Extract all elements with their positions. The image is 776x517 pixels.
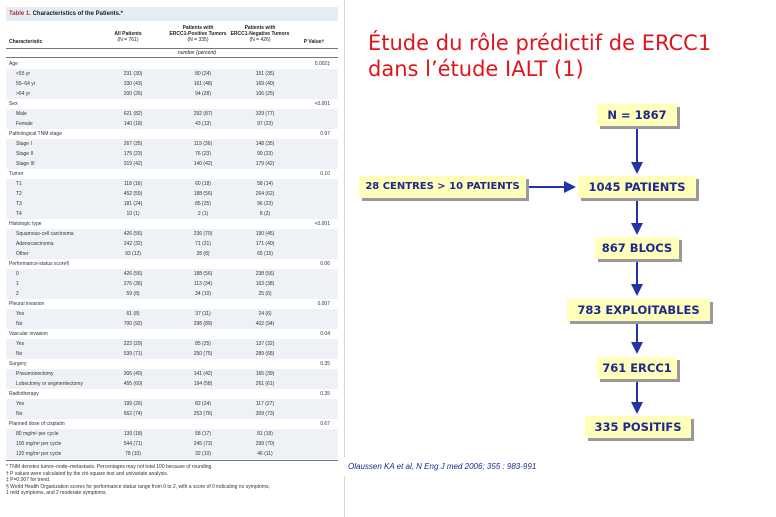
- cell-ercc1-negative: 65 (15): [257, 251, 273, 257]
- slide-title-line2: dans l’étude IALT (1): [368, 57, 584, 81]
- cell-ercc1-negative: 151 (35): [255, 71, 275, 77]
- cell-ercc1-positive: 113 (34): [193, 281, 213, 287]
- cell-ercc1-negative: 190 (45): [255, 231, 275, 237]
- cell-all-patients: 426 (56): [123, 231, 143, 237]
- cell-all-patients: 562 (74): [123, 411, 143, 417]
- citation: Olaussen KA et al, N Eng J med 2006; 355 : 983-991: [343, 458, 583, 476]
- row-label: No: [16, 321, 23, 327]
- cell-ercc1-positive: 188 (56): [193, 191, 213, 197]
- cell-ercc1-negative: 46 (11): [257, 451, 273, 457]
- cell-ercc1-positive: 292 (87): [193, 111, 213, 117]
- header-unit: number (percent): [177, 50, 217, 56]
- cell-all-patients: 199 (26): [123, 401, 143, 407]
- cell-ercc1-negative: 99 (23): [257, 151, 273, 157]
- box-centres: 28 CENTRES > 10 PATIENTS: [359, 176, 526, 198]
- cell-ercc1-negative: 25 (6): [258, 291, 272, 297]
- cell-all-patients: 139 (18): [123, 431, 143, 437]
- cell-ercc1-positive: 245 (73): [193, 441, 213, 447]
- cell-ercc1-negative: 106 (25): [255, 91, 275, 97]
- cell-ercc1-positive: 71 (21): [195, 241, 211, 247]
- header-all-patients: All Patients (N = 761): [114, 31, 142, 43]
- row-label: Histologic type: [9, 221, 42, 227]
- row-label: >64 yr: [16, 91, 31, 97]
- box-blocs: 867 BLOCS: [595, 237, 679, 259]
- cell-all-patients: 140 (18): [123, 121, 143, 127]
- cell-p-value: 0.10: [320, 171, 330, 177]
- cell-p-value: 0.35: [320, 361, 330, 367]
- row-label: Vascular invasion: [9, 331, 48, 337]
- cell-ercc1-positive: 194 (58): [193, 381, 213, 387]
- footnote: * TNM denotes tumor–node–metastasis. Percentages may not total 100 because of rounding.: [6, 464, 213, 470]
- cell-all-patients: 319 (42): [123, 161, 143, 167]
- box-n-1867: N = 1867: [597, 104, 677, 126]
- cell-ercc1-positive: 85 (25): [195, 201, 211, 207]
- cell-all-patients: 222 (29): [123, 341, 143, 347]
- cell-p-value: 0.67: [320, 421, 330, 427]
- row-label: Other: [16, 251, 29, 257]
- row-label: Male: [16, 111, 27, 117]
- cell-all-patients: 426 (56): [123, 271, 143, 277]
- row-label: Radiotherapy: [9, 391, 39, 397]
- cell-all-patients: 200 (26): [123, 91, 143, 97]
- row-label: No: [16, 411, 23, 417]
- cell-all-patients: 544 (71): [123, 441, 143, 447]
- box-patients: 1045 PATIENTS: [578, 176, 696, 198]
- cell-ercc1-negative: 299 (70): [255, 441, 275, 447]
- cell-ercc1-negative: 24 (6): [258, 311, 272, 317]
- cell-all-patients: 61 (8): [126, 311, 140, 317]
- cell-all-patients: 118 (16): [123, 181, 143, 187]
- header-p-value: P Value†: [303, 39, 325, 45]
- cell-all-patients: 10 (1): [126, 211, 140, 217]
- footnote: 1 mild symptoms, and 2 moderate symptoms.: [6, 490, 107, 496]
- cell-ercc1-positive: 82 (24): [195, 401, 211, 407]
- cell-ercc1-positive: 119 (36): [193, 141, 213, 147]
- row-label: Tumor: [9, 171, 24, 177]
- cell-ercc1-positive: 298 (89): [193, 321, 213, 327]
- row-label: Pleural invasion: [9, 301, 45, 307]
- row-label: T2: [16, 191, 22, 197]
- cell-all-patients: 175 (23): [123, 151, 143, 157]
- cell-p-value: 0.06: [320, 261, 330, 267]
- cell-all-patients: 242 (32): [123, 241, 143, 247]
- row-label: Adenocarcinoma: [16, 241, 54, 247]
- footnote: † P values were calculated by the chi-square test and univariate analysis.: [6, 470, 169, 477]
- row-label: Surgery: [9, 361, 27, 367]
- row-label: Lobectomy or segmentectomy: [16, 381, 83, 387]
- cell-ercc1-negative: 169 (40): [255, 81, 275, 87]
- row-label: T4: [16, 211, 22, 217]
- cell-all-patients: 700 (92): [123, 321, 143, 327]
- row-label: 80 mg/m² per cycle: [16, 431, 59, 437]
- cell-ercc1-positive: 80 (24): [195, 71, 211, 77]
- row-label: 100 mg/m² per cycle: [16, 441, 62, 447]
- cell-all-patients: 306 (40): [123, 371, 143, 377]
- cell-p-value: <0.001: [314, 101, 330, 107]
- cell-p-value: 0.007: [317, 301, 330, 307]
- cell-ercc1-negative: 96 (23): [257, 201, 273, 207]
- cell-ercc1-positive: 141 (42): [193, 371, 213, 377]
- row-label: 1: [16, 281, 19, 287]
- cell-ercc1-negative: 402 (94): [255, 321, 275, 327]
- cell-ercc1-negative: 289 (68): [255, 351, 275, 357]
- box-ercc1: 761 ERCC1: [597, 357, 677, 379]
- slide-title-line1: Étude du rôle prédictif de ERCC1: [368, 31, 712, 55]
- cell-ercc1-negative: 163 (38): [255, 281, 275, 287]
- cell-all-patients: 330 (43): [123, 81, 143, 87]
- cell-ercc1-positive: 188 (56): [193, 271, 213, 277]
- cell-ercc1-negative: 171 (40): [255, 241, 275, 247]
- table-title-label: Table 1.: [9, 11, 31, 17]
- cell-ercc1-positive: 236 (70): [193, 231, 213, 237]
- cell-ercc1-negative: 329 (77): [255, 111, 275, 117]
- cell-ercc1-positive: 58 (17): [195, 431, 211, 437]
- cell-all-patients: 276 (36): [123, 281, 143, 287]
- cell-ercc1-positive: 250 (75): [193, 351, 213, 357]
- cell-all-patients: 621 (82): [123, 111, 143, 117]
- row-label: Yes: [16, 401, 25, 407]
- row-label: Planned dose of cisplatin: [9, 421, 65, 427]
- cell-ercc1-negative: 179 (42): [255, 161, 275, 167]
- cell-ercc1-positive: 253 (76): [193, 411, 213, 417]
- footnote: § World Health Organization scores for performance status range from 0 to 2, with a score of 0 indicating no symptoms,: [6, 483, 270, 490]
- cell-ercc1-positive: 85 (25): [195, 341, 211, 347]
- cell-all-patients: 93 (12): [125, 251, 141, 257]
- header-ercc1-negative: Patients with ERCC1-Negative Tumors (N = 426): [230, 25, 290, 43]
- cell-ercc1-positive: 94 (28): [195, 91, 211, 97]
- row-label: Yes: [16, 341, 25, 347]
- row-label: Sex: [9, 101, 18, 107]
- cell-ercc1-positive: 43 (13): [195, 121, 211, 127]
- row-label: <55 yr: [16, 71, 31, 77]
- row-label: Stage III: [16, 161, 35, 167]
- row-label: Female: [16, 121, 33, 127]
- cell-all-patients: 539 (71): [123, 351, 143, 357]
- cell-ercc1-positive: 37 (11): [195, 311, 211, 317]
- row-label: Pathological TNM stage: [9, 131, 62, 137]
- cell-ercc1-negative: 97 (23): [257, 121, 273, 127]
- cell-ercc1-positive: 60 (18): [195, 181, 211, 187]
- row-label: T3: [16, 201, 22, 207]
- row-label: 55–64 yr: [16, 81, 36, 87]
- cell-ercc1-positive: 76 (23): [195, 151, 211, 157]
- row-label: Yes: [16, 311, 25, 317]
- cell-ercc1-negative: 309 (73): [255, 411, 275, 417]
- box-positifs: 335 POSITIFS: [585, 416, 691, 438]
- box-exploitables: 783 EXPLOITABLES: [567, 299, 710, 321]
- cell-ercc1-positive: 161 (48): [193, 81, 213, 87]
- cell-ercc1-negative: 261 (61): [255, 381, 275, 387]
- header-ercc1-positive: Patients with ERCC1-Positive Tumors (N = 335): [169, 25, 227, 43]
- cell-ercc1-negative: 58 (14): [257, 181, 273, 187]
- cell-p-value: 0.35: [320, 391, 330, 397]
- row-label: Pneumonectomy: [16, 371, 54, 377]
- cell-p-value: 0.002‡: [314, 61, 330, 67]
- cell-ercc1-negative: 264 (62): [255, 191, 275, 197]
- cell-ercc1-negative: 81 (19): [257, 431, 273, 437]
- cell-ercc1-negative: 148 (35): [255, 141, 275, 147]
- cell-all-patients: 452 (59): [123, 191, 143, 197]
- cell-p-value: 0.97: [320, 131, 330, 137]
- cell-all-patients: 231 (30): [123, 71, 143, 77]
- cell-all-patients: 181 (24): [123, 201, 143, 207]
- header-characteristic: Characteristic: [9, 39, 43, 45]
- table-title-text: Characteristics of the Patients.*: [32, 11, 123, 17]
- row-label: 2: [16, 291, 19, 297]
- row-label: 120 mg/m² per cycle: [16, 451, 62, 457]
- cell-ercc1-negative: 165 (39): [255, 371, 275, 377]
- cell-p-value: 0.04: [320, 331, 330, 337]
- cell-ercc1-negative: 117 (27): [255, 401, 275, 407]
- row-label: 0: [16, 271, 19, 277]
- cell-p-value: <0.001: [314, 221, 330, 227]
- cell-ercc1-positive: 28 (8): [196, 251, 210, 257]
- cell-ercc1-negative: 8 (2): [259, 211, 271, 217]
- cell-all-patients: 59 (8): [126, 291, 140, 297]
- cell-ercc1-positive: 34 (10): [195, 291, 211, 297]
- cell-all-patients: 455 (60): [123, 381, 143, 387]
- cell-ercc1-positive: 140 (42): [193, 161, 213, 167]
- cell-all-patients: 267 (35): [123, 141, 143, 147]
- row-label: Stage II: [16, 151, 34, 157]
- row-label: Performance-status score§: [9, 261, 70, 267]
- footnote: ‡ P=0.007 for trend.: [6, 477, 51, 483]
- row-label: T1: [16, 181, 22, 187]
- cell-ercc1-negative: 238 (56): [255, 271, 275, 277]
- row-label: No: [16, 351, 23, 357]
- row-label: Squamous-cell carcinoma: [16, 231, 74, 237]
- cell-ercc1-positive: 2 (1): [197, 211, 209, 217]
- cell-all-patients: 78 (10): [125, 451, 141, 457]
- cell-ercc1-negative: 137 (32): [255, 341, 275, 347]
- row-label: Age: [9, 61, 18, 67]
- row-label: Stage I: [16, 141, 32, 147]
- cell-ercc1-positive: 32 (10): [195, 451, 211, 457]
